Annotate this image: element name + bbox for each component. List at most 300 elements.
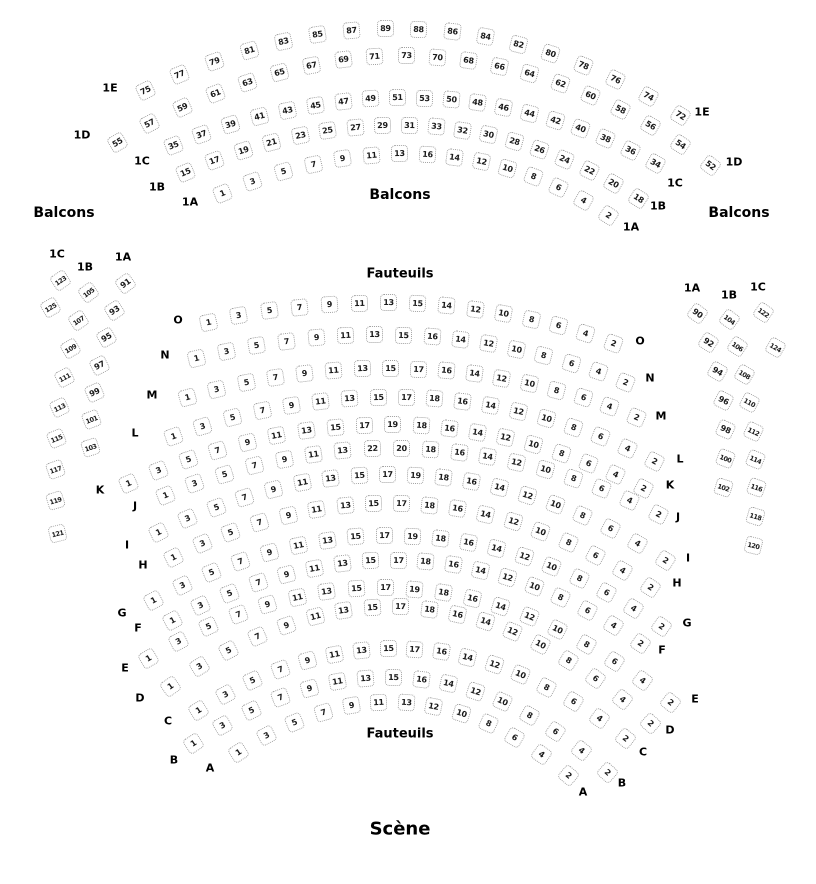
seat-M-16[interactable]: 16 (437, 362, 455, 380)
seat-E-6[interactable]: 6 (602, 649, 626, 673)
seat-K-6[interactable]: 6 (578, 452, 600, 474)
seat-B-7[interactable]: 7 (270, 687, 292, 709)
seat-1B-117[interactable]: 117 (44, 458, 66, 480)
seat-D-8[interactable]: 8 (556, 649, 579, 672)
seat-A-7[interactable]: 7 (313, 702, 334, 723)
seat-C-13[interactable]: 13 (352, 641, 371, 660)
seat-D-12[interactable]: 12 (502, 621, 524, 643)
seat-1D-55[interactable]: 55 (105, 130, 128, 153)
seat-B-4[interactable]: 4 (569, 738, 593, 762)
seat-B-5[interactable]: 5 (240, 699, 263, 722)
seat-1E-72[interactable]: 72 (668, 103, 691, 126)
seat-1A-103[interactable]: 103 (79, 436, 100, 457)
seat-1B-28[interactable]: 28 (504, 131, 525, 152)
seat-B-15[interactable]: 15 (385, 668, 402, 685)
seat-L-7[interactable]: 7 (252, 401, 272, 421)
seat-H-14[interactable]: 14 (475, 504, 495, 524)
seat-K-9[interactable]: 9 (237, 432, 258, 453)
seat-1B-116[interactable]: 116 (745, 477, 767, 499)
seat-H-6[interactable]: 6 (584, 544, 607, 567)
seat-O-4[interactable]: 4 (575, 323, 596, 344)
seat-I-2[interactable]: 2 (653, 548, 676, 571)
seat-E-2[interactable]: 2 (658, 690, 682, 714)
seat-D-1[interactable]: 1 (158, 674, 182, 698)
seat-N-4[interactable]: 4 (587, 361, 609, 383)
seat-1A-99[interactable]: 99 (84, 381, 106, 403)
seat-K-17[interactable]: 17 (355, 416, 373, 434)
seat-G-11[interactable]: 11 (288, 535, 308, 555)
seat-H-11[interactable]: 11 (307, 500, 327, 520)
seat-1A-97[interactable]: 97 (88, 354, 111, 377)
seat-D-18[interactable]: 18 (420, 600, 439, 619)
seat-M-11[interactable]: 11 (324, 361, 342, 379)
seat-1A-5[interactable]: 5 (273, 161, 294, 182)
seat-1B-104[interactable]: 104 (717, 307, 741, 331)
seat-G-4[interactable]: 4 (622, 597, 645, 620)
seat-1C-42[interactable]: 42 (544, 110, 565, 131)
seat-F-6[interactable]: 6 (576, 599, 599, 622)
seat-1E-76[interactable]: 76 (605, 69, 628, 92)
seat-N-3[interactable]: 3 (216, 341, 236, 361)
seat-G-14[interactable]: 14 (486, 539, 507, 560)
seat-1D-62[interactable]: 62 (549, 73, 571, 95)
seat-1B-118[interactable]: 118 (745, 506, 766, 527)
seat-1B-32[interactable]: 32 (453, 120, 472, 139)
seat-G-6[interactable]: 6 (595, 581, 618, 604)
seat-1A-4[interactable]: 4 (572, 189, 595, 212)
seat-J-6[interactable]: 6 (591, 478, 613, 500)
seat-C-7[interactable]: 7 (269, 659, 291, 681)
seat-B-6[interactable]: 6 (543, 719, 567, 743)
seat-E-15[interactable]: 15 (347, 580, 365, 598)
seat-B-8[interactable]: 8 (517, 704, 540, 727)
seat-1E-81[interactable]: 81 (239, 40, 260, 61)
seat-B-13[interactable]: 13 (357, 669, 375, 687)
seat-1B-105[interactable]: 105 (76, 280, 100, 304)
seat-G-3[interactable]: 3 (171, 574, 194, 597)
seat-1B-106[interactable]: 106 (725, 335, 749, 359)
seat-A-12[interactable]: 12 (424, 696, 444, 716)
seat-1E-80[interactable]: 80 (540, 43, 561, 64)
seat-D-15[interactable]: 15 (363, 598, 381, 616)
seat-F-3[interactable]: 3 (190, 594, 213, 617)
seat-J-2[interactable]: 2 (647, 503, 670, 526)
seat-C-4[interactable]: 4 (587, 707, 611, 731)
seat-M-12[interactable]: 12 (492, 368, 512, 388)
seat-J-5[interactable]: 5 (214, 463, 235, 484)
seat-C-17[interactable]: 17 (406, 640, 424, 658)
seat-D-4[interactable]: 4 (611, 687, 635, 711)
seat-K-2[interactable]: 2 (632, 477, 655, 500)
seat-H-3[interactable]: 3 (191, 533, 213, 555)
seat-E-7[interactable]: 7 (227, 604, 249, 626)
seat-E-10[interactable]: 10 (546, 618, 569, 641)
seat-K-1[interactable]: 1 (117, 472, 139, 494)
seat-1D-71[interactable]: 71 (366, 48, 384, 66)
seat-E-8[interactable]: 8 (574, 633, 597, 656)
seat-L-17[interactable]: 17 (398, 388, 415, 405)
seat-1C-125[interactable]: 125 (38, 295, 61, 318)
seat-L-6[interactable]: 6 (589, 426, 611, 448)
seat-1D-67[interactable]: 67 (301, 55, 321, 75)
seat-1B-107[interactable]: 107 (67, 308, 91, 332)
seat-J-22[interactable]: 22 (363, 440, 381, 458)
seat-1B-112[interactable]: 112 (742, 420, 765, 443)
seat-1A-94[interactable]: 94 (706, 359, 729, 382)
seat-1A-14[interactable]: 14 (445, 148, 464, 167)
seat-1B-113[interactable]: 113 (48, 396, 71, 419)
seat-K-8[interactable]: 8 (550, 443, 572, 465)
seat-1C-34[interactable]: 34 (643, 151, 666, 174)
seat-1B-20[interactable]: 20 (602, 172, 625, 195)
seat-N-6[interactable]: 6 (561, 352, 582, 373)
seat-1E-77[interactable]: 77 (169, 63, 191, 85)
seat-L-1[interactable]: 1 (162, 425, 184, 447)
seat-D-10[interactable]: 10 (529, 633, 552, 656)
seat-J-1[interactable]: 1 (154, 484, 176, 506)
seat-N-5[interactable]: 5 (247, 336, 267, 356)
seat-H-9[interactable]: 9 (278, 505, 298, 525)
seat-D-11[interactable]: 11 (305, 606, 326, 627)
seat-L-5[interactable]: 5 (222, 408, 243, 429)
seat-1B-18[interactable]: 18 (626, 186, 649, 209)
seat-1B-115[interactable]: 115 (46, 427, 68, 449)
seat-J-7[interactable]: 7 (244, 456, 265, 477)
seat-1A-102[interactable]: 102 (712, 476, 733, 497)
seat-1A-10[interactable]: 10 (497, 158, 518, 179)
seat-N-10[interactable]: 10 (506, 339, 526, 359)
seat-1B-23[interactable]: 23 (290, 126, 310, 146)
seat-1C-50[interactable]: 50 (442, 90, 460, 108)
seat-N-9[interactable]: 9 (307, 329, 325, 347)
seat-1D-69[interactable]: 69 (334, 50, 353, 69)
seat-1E-78[interactable]: 78 (572, 55, 594, 77)
seat-L-15[interactable]: 15 (369, 388, 386, 405)
seat-L-3[interactable]: 3 (192, 416, 213, 437)
seat-1C-41[interactable]: 41 (249, 107, 270, 128)
seat-I-15[interactable]: 15 (350, 466, 368, 484)
seat-1C-35[interactable]: 35 (162, 134, 184, 156)
seat-1A-98[interactable]: 98 (715, 418, 737, 440)
seat-K-15[interactable]: 15 (326, 418, 345, 437)
seat-1A-95[interactable]: 95 (95, 326, 118, 349)
seat-B-2[interactable]: 2 (595, 760, 619, 784)
seat-1B-22[interactable]: 22 (578, 159, 601, 182)
seat-1E-82[interactable]: 82 (508, 34, 529, 55)
seat-E-19[interactable]: 19 (405, 580, 423, 598)
seat-J-11[interactable]: 11 (304, 445, 323, 464)
seat-N-1[interactable]: 1 (186, 348, 207, 369)
seat-O-12[interactable]: 12 (465, 300, 484, 319)
seat-1B-24[interactable]: 24 (554, 148, 576, 170)
seat-I-4[interactable]: 4 (626, 532, 649, 555)
seat-H-8[interactable]: 8 (557, 531, 579, 553)
seat-O-11[interactable]: 11 (351, 294, 368, 311)
seat-G-1[interactable]: 1 (142, 589, 165, 612)
seat-1C-45[interactable]: 45 (306, 95, 326, 115)
seat-1A-8[interactable]: 8 (523, 166, 545, 188)
seat-G-7[interactable]: 7 (230, 551, 252, 573)
seat-K-18[interactable]: 18 (412, 417, 430, 435)
seat-G-5[interactable]: 5 (201, 561, 223, 583)
seat-A-11[interactable]: 11 (370, 694, 388, 712)
seat-1E-87[interactable]: 87 (342, 21, 360, 39)
seat-M-3[interactable]: 3 (207, 379, 227, 399)
seat-1D-70[interactable]: 70 (428, 48, 446, 66)
seat-F-4[interactable]: 4 (602, 614, 625, 637)
seat-O-14[interactable]: 14 (437, 297, 455, 315)
seat-1D-63[interactable]: 63 (237, 71, 258, 92)
seat-I-16[interactable]: 16 (462, 472, 482, 492)
seat-D-2[interactable]: 2 (638, 711, 662, 735)
seat-K-7[interactable]: 7 (207, 440, 228, 461)
seat-K-11[interactable]: 11 (267, 426, 287, 446)
seat-1B-119[interactable]: 119 (45, 490, 66, 511)
seat-1C-53[interactable]: 53 (416, 89, 434, 107)
seat-K-5[interactable]: 5 (177, 449, 199, 471)
seat-H-17[interactable]: 17 (393, 495, 410, 512)
seat-1D-59[interactable]: 59 (171, 97, 194, 120)
seat-1D-56[interactable]: 56 (639, 114, 662, 137)
seat-B-11[interactable]: 11 (328, 672, 348, 692)
seat-1A-9[interactable]: 9 (333, 149, 352, 168)
seat-1C-40[interactable]: 40 (570, 118, 592, 140)
seat-E-3[interactable]: 3 (167, 630, 190, 653)
seat-J-18[interactable]: 18 (421, 440, 439, 458)
seat-J-3[interactable]: 3 (184, 473, 206, 495)
seat-1B-26[interactable]: 26 (529, 139, 551, 161)
seat-G-15[interactable]: 15 (347, 528, 365, 546)
seat-1B-30[interactable]: 30 (479, 125, 499, 145)
seat-F-2[interactable]: 2 (628, 631, 652, 655)
seat-I-12[interactable]: 12 (517, 485, 538, 506)
seat-O-9[interactable]: 9 (321, 295, 339, 313)
seat-1A-6[interactable]: 6 (548, 176, 571, 199)
seat-L-13[interactable]: 13 (340, 389, 358, 407)
seat-1D-73[interactable]: 73 (398, 47, 415, 64)
seat-A-4[interactable]: 4 (530, 743, 554, 767)
seat-I-5[interactable]: 5 (205, 496, 227, 518)
seat-A-1[interactable]: 1 (226, 740, 249, 763)
seat-1A-90[interactable]: 90 (685, 301, 709, 325)
seat-1E-85[interactable]: 85 (308, 25, 327, 44)
seat-M-10[interactable]: 10 (519, 373, 539, 393)
seat-D-17[interactable]: 17 (392, 598, 409, 615)
seat-G-19[interactable]: 19 (404, 527, 422, 545)
seat-1A-1[interactable]: 1 (211, 182, 233, 204)
seat-1D-64[interactable]: 64 (519, 63, 540, 84)
seat-N-16[interactable]: 16 (423, 328, 441, 346)
seat-K-10[interactable]: 10 (523, 434, 544, 455)
seat-A-5[interactable]: 5 (284, 711, 306, 733)
seat-1A-7[interactable]: 7 (303, 154, 323, 174)
seat-1A-91[interactable]: 91 (113, 271, 137, 295)
seat-C-5[interactable]: 5 (242, 669, 264, 691)
seat-1D-57[interactable]: 57 (138, 112, 161, 135)
seat-C-12[interactable]: 12 (484, 654, 505, 675)
seat-J-12[interactable]: 12 (506, 452, 526, 472)
seat-C-14[interactable]: 14 (458, 647, 479, 668)
seat-1C-124[interactable]: 124 (763, 335, 786, 358)
seat-I-17[interactable]: 17 (379, 466, 396, 483)
seat-E-5[interactable]: 5 (197, 616, 219, 638)
seat-M-6[interactable]: 6 (572, 387, 593, 408)
seat-F-9[interactable]: 9 (276, 564, 297, 585)
seat-O-8[interactable]: 8 (521, 309, 541, 329)
seat-J-14[interactable]: 14 (478, 447, 498, 467)
seat-I-13[interactable]: 13 (321, 469, 340, 488)
seat-D-7[interactable]: 7 (246, 625, 268, 647)
seat-G-13[interactable]: 13 (318, 531, 337, 550)
seat-1C-43[interactable]: 43 (277, 100, 297, 120)
seat-1A-13[interactable]: 13 (391, 145, 408, 162)
seat-1A-100[interactable]: 100 (715, 447, 737, 469)
seat-D-6[interactable]: 6 (584, 667, 608, 691)
seat-1C-39[interactable]: 39 (220, 114, 241, 135)
seat-K-4[interactable]: 4 (605, 464, 627, 486)
seat-E-16[interactable]: 16 (462, 588, 483, 609)
seat-J-10[interactable]: 10 (535, 459, 556, 480)
seat-L-18[interactable]: 18 (426, 390, 444, 408)
seat-H-15[interactable]: 15 (365, 495, 383, 513)
seat-I-6[interactable]: 6 (599, 517, 622, 540)
seat-1C-38[interactable]: 38 (594, 128, 616, 150)
seat-D-9[interactable]: 9 (276, 614, 298, 636)
seat-1D-61[interactable]: 61 (204, 83, 226, 105)
seat-G-10[interactable]: 10 (541, 556, 563, 578)
seat-M-13[interactable]: 13 (353, 360, 371, 378)
seat-F-14[interactable]: 14 (470, 560, 490, 580)
seat-L-14[interactable]: 14 (481, 396, 501, 416)
seat-F-11[interactable]: 11 (305, 558, 325, 578)
seat-O-13[interactable]: 13 (380, 294, 397, 311)
seat-1E-79[interactable]: 79 (204, 50, 226, 72)
seat-K-13[interactable]: 13 (296, 421, 315, 440)
seat-1D-65[interactable]: 65 (269, 62, 290, 83)
seat-1B-27[interactable]: 27 (346, 118, 364, 136)
seat-F-18[interactable]: 18 (417, 552, 435, 570)
seat-A-13[interactable]: 13 (397, 694, 415, 712)
seat-M-5[interactable]: 5 (236, 373, 256, 393)
seat-1D-60[interactable]: 60 (579, 84, 601, 106)
seat-F-13[interactable]: 13 (333, 554, 352, 573)
seat-J-8[interactable]: 8 (563, 467, 585, 489)
seat-1B-31[interactable]: 31 (401, 117, 418, 134)
seat-F-15[interactable]: 15 (362, 552, 380, 570)
seat-A-9[interactable]: 9 (341, 696, 361, 716)
seat-B-1[interactable]: 1 (181, 731, 205, 755)
seat-1B-108[interactable]: 108 (732, 363, 755, 386)
seat-L-8[interactable]: 8 (563, 416, 585, 438)
seat-N-2[interactable]: 2 (614, 371, 636, 393)
seat-1D-68[interactable]: 68 (459, 51, 478, 70)
seat-D-16[interactable]: 16 (447, 604, 467, 624)
seat-1C-37[interactable]: 37 (191, 123, 213, 145)
seat-1E-89[interactable]: 89 (377, 20, 394, 37)
seat-1B-19[interactable]: 19 (233, 140, 254, 161)
seat-O-10[interactable]: 10 (493, 304, 513, 324)
seat-I-18[interactable]: 18 (434, 468, 453, 487)
seat-H-7[interactable]: 7 (249, 512, 270, 533)
seat-I-8[interactable]: 8 (572, 505, 594, 527)
seat-E-13[interactable]: 13 (317, 582, 336, 601)
seat-C-1[interactable]: 1 (186, 698, 209, 721)
seat-E-18[interactable]: 18 (434, 583, 453, 602)
seat-O-15[interactable]: 15 (409, 295, 427, 313)
seat-1B-21[interactable]: 21 (261, 132, 282, 153)
seat-N-7[interactable]: 7 (277, 332, 296, 351)
seat-C-10[interactable]: 10 (510, 664, 532, 686)
seat-1D-58[interactable]: 58 (609, 98, 632, 121)
seat-N-8[interactable]: 8 (533, 345, 554, 366)
seat-1A-2[interactable]: 2 (596, 203, 620, 227)
seat-F-7[interactable]: 7 (247, 572, 268, 593)
seat-F-1[interactable]: 1 (161, 609, 184, 632)
seat-1B-17[interactable]: 17 (203, 150, 225, 172)
seat-A-8[interactable]: 8 (477, 712, 499, 734)
seat-L-16[interactable]: 16 (453, 392, 472, 411)
seat-N-11[interactable]: 11 (337, 327, 355, 345)
seat-E-11[interactable]: 11 (287, 587, 307, 607)
seat-K-16[interactable]: 16 (440, 419, 459, 438)
seat-I-7[interactable]: 7 (234, 487, 255, 508)
seat-C-2[interactable]: 2 (613, 726, 637, 750)
seat-1A-92[interactable]: 92 (697, 330, 721, 354)
seat-M-7[interactable]: 7 (266, 368, 285, 387)
seat-L-9[interactable]: 9 (282, 396, 302, 416)
seat-1E-88[interactable]: 88 (410, 20, 428, 38)
seat-J-20[interactable]: 20 (393, 440, 410, 457)
seat-I-10[interactable]: 10 (544, 494, 566, 516)
seat-D-14[interactable]: 14 (474, 611, 495, 632)
seat-1E-83[interactable]: 83 (273, 31, 293, 51)
seat-C-9[interactable]: 9 (297, 650, 318, 671)
seat-M-1[interactable]: 1 (177, 387, 198, 408)
seat-1D-66[interactable]: 66 (489, 56, 509, 76)
seat-G-17[interactable]: 17 (376, 527, 393, 544)
seat-B-16[interactable]: 16 (412, 670, 431, 689)
seat-E-9[interactable]: 9 (257, 594, 278, 615)
seat-L-11[interactable]: 11 (311, 392, 330, 411)
seat-D-13[interactable]: 13 (334, 601, 353, 620)
seat-F-10[interactable]: 10 (523, 576, 545, 598)
seat-1C-44[interactable]: 44 (519, 103, 540, 124)
seat-1B-33[interactable]: 33 (427, 118, 445, 136)
seat-I-19[interactable]: 19 (407, 466, 425, 484)
seat-C-16[interactable]: 16 (432, 642, 451, 661)
seat-I-11[interactable]: 11 (292, 473, 312, 493)
seat-M-9[interactable]: 9 (295, 364, 314, 383)
seat-H-1[interactable]: 1 (162, 546, 185, 569)
seat-I-1[interactable]: 1 (147, 521, 170, 544)
seat-1B-114[interactable]: 114 (744, 448, 766, 470)
seat-N-14[interactable]: 14 (451, 330, 470, 349)
seat-B-9[interactable]: 9 (299, 678, 320, 699)
seat-1C-46[interactable]: 46 (494, 97, 514, 117)
seat-H-12[interactable]: 12 (503, 511, 524, 532)
seat-A-10[interactable]: 10 (450, 703, 471, 724)
seat-1A-93[interactable]: 93 (103, 299, 127, 323)
seat-D-5[interactable]: 5 (217, 639, 240, 662)
seat-1B-121[interactable]: 121 (47, 523, 68, 544)
seat-J-9[interactable]: 9 (274, 449, 294, 469)
seat-H-5[interactable]: 5 (220, 521, 242, 543)
seat-B-3[interactable]: 3 (211, 714, 234, 737)
seat-O-2[interactable]: 2 (602, 332, 624, 354)
seat-C-15[interactable]: 15 (379, 640, 396, 657)
seat-1B-29[interactable]: 29 (374, 117, 392, 135)
seat-M-14[interactable]: 14 (465, 364, 484, 383)
